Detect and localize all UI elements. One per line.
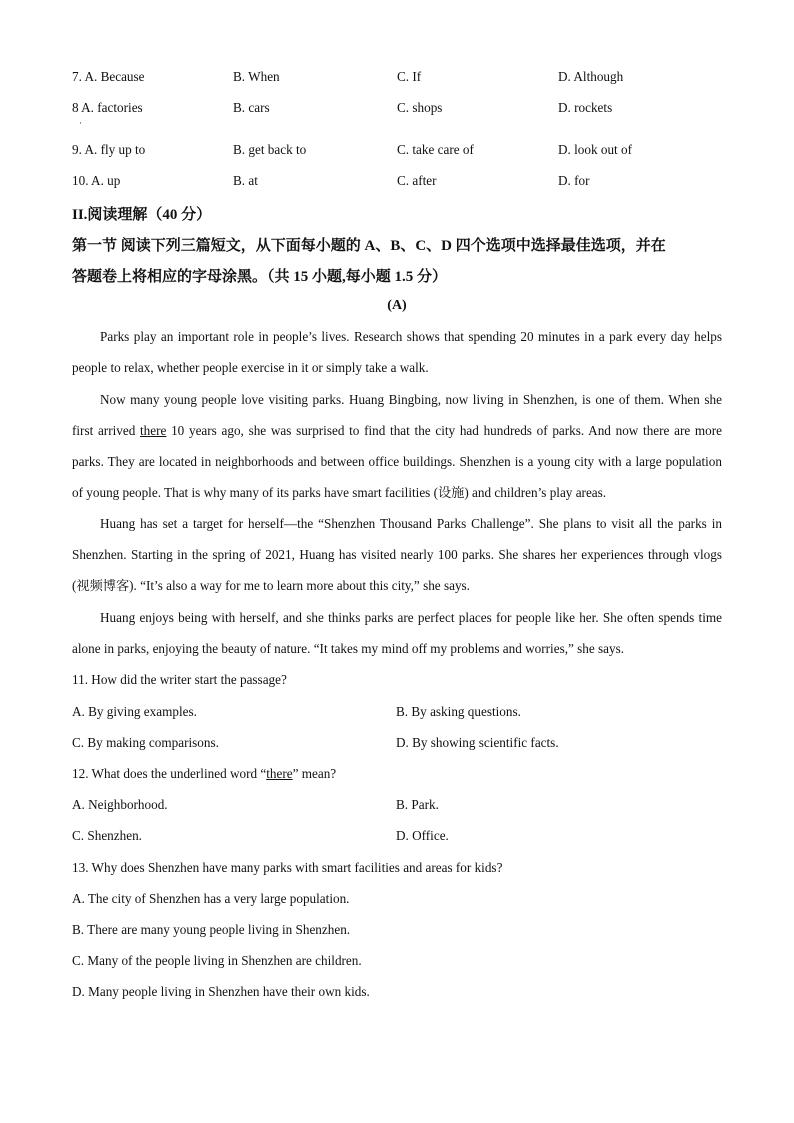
q11-option-d: D. By showing scientific facts. [396,735,559,750]
section-title: II.阅读理解（40 分） [72,207,212,223]
q11-option-c: C. By making comparisons. [72,735,219,750]
q13-option-d: D. Many people living in Shenzhen have their own kids. [72,984,370,999]
cloze-options-row-7 [72,69,732,89]
q13-option-c: C. Many of the people living in Shenzhen are children. [72,953,362,968]
paragraph-2-text-after: 10 years ago, she was surprised to find that the city had hundreds of parks. And now there are more parks. They are located in neighborhoods and between office buildings. Shenzhen is a young city with a large population of young people. That is why many of its parks have smart facilities (设施) and children’s play areas. [72,423,722,500]
cloze-options-row-9 [72,142,732,162]
paragraph-4: Huang enjoys being with herself, and she thinks parks are perfect places for people like her. She often spends time alone in parks, enjoying the beauty of nature. “It takes my mind off my problems and worries,” she says. [72,610,722,656]
option-b: B. When [233,69,280,84]
paragraph-1: Parks play an important role in people’s lives. Research shows that spending 20 minutes in a park every day helps people to relax, whether people exercise in it or simply take a walk. [72,329,722,375]
underlined-word-there: there [140,423,167,438]
option-b: B. get back to [233,142,307,157]
option-a: 8 A. factories [72,100,143,115]
paragraph-2-text-before: Now many young people love visiting parks. Huang Bingbing, now living in Shenzhen, is one of them. When she first arrived [72,392,722,438]
option-b: B. at [233,173,258,188]
q12-text-after: ” mean? [292,766,337,781]
option-a: 9. A. fly up to [72,142,146,157]
instruction-line-2: 答题卷上将相应的字母涂黑。（共 15 小题,每小题 1.5 分） [72,269,448,285]
cloze-options-row-8 [72,100,732,120]
q12-option-d: D. Office. [396,828,449,843]
q12-text-before: 12. What does the underlined word “ [72,766,267,781]
cloze-options-row-10 [72,173,732,193]
option-d: D. for [558,173,590,188]
stray-dot: · [79,118,82,128]
q13-option-b: B. There are many young people living in Shenzhen. [72,922,351,937]
option-d: D. Although [558,69,624,84]
q11-option-b: B. By asking questions. [396,704,521,719]
question-13: 13. Why does Shenzhen have many parks with smart facilities and areas for kids? [72,860,503,875]
option-c: C. after [397,173,437,188]
q12-option-c: C. Shenzhen. [72,828,142,843]
instruction-line-1: 第一节 阅读下列三篇短文，从下面每小题的 A、B、C、D 四个选项中选择最佳选项，并在 [72,238,666,254]
q12-underlined-word: there [266,766,293,781]
option-d: D. rockets [558,100,613,115]
option-a: 10. A. up [72,173,121,188]
option-c: C. take care of [397,142,474,157]
paragraph-2 [72,384,722,508]
paragraph-3: Huang has set a target for herself—the “Shenzhen Thousand Parks Challenge”. She plans to visit all the parks in Shenzhen. Starting in the spring of 2021, Huang has visited nearly 100 parks. She shares her experiences through vlogs (视频博客). “It’s also a way for me to learn more about this city,” she says. [72,516,722,593]
question-11: 11. How did the writer start the passage? [72,672,287,687]
option-c: C. If [397,69,422,84]
option-b: B. cars [233,100,270,115]
q13-option-a: A. The city of Shenzhen has a very large population. [72,891,350,906]
q11-option-a: A. By giving examples. [72,704,197,719]
q12-option-a: A. Neighborhood. [72,797,168,812]
option-c: C. shops [397,100,443,115]
question-12 [72,766,336,782]
q12-option-b: B. Park. [396,797,439,812]
option-a: 7. A. Because [72,69,145,84]
passage-label: (A) [387,298,407,313]
option-d: D. look out of [558,142,632,157]
